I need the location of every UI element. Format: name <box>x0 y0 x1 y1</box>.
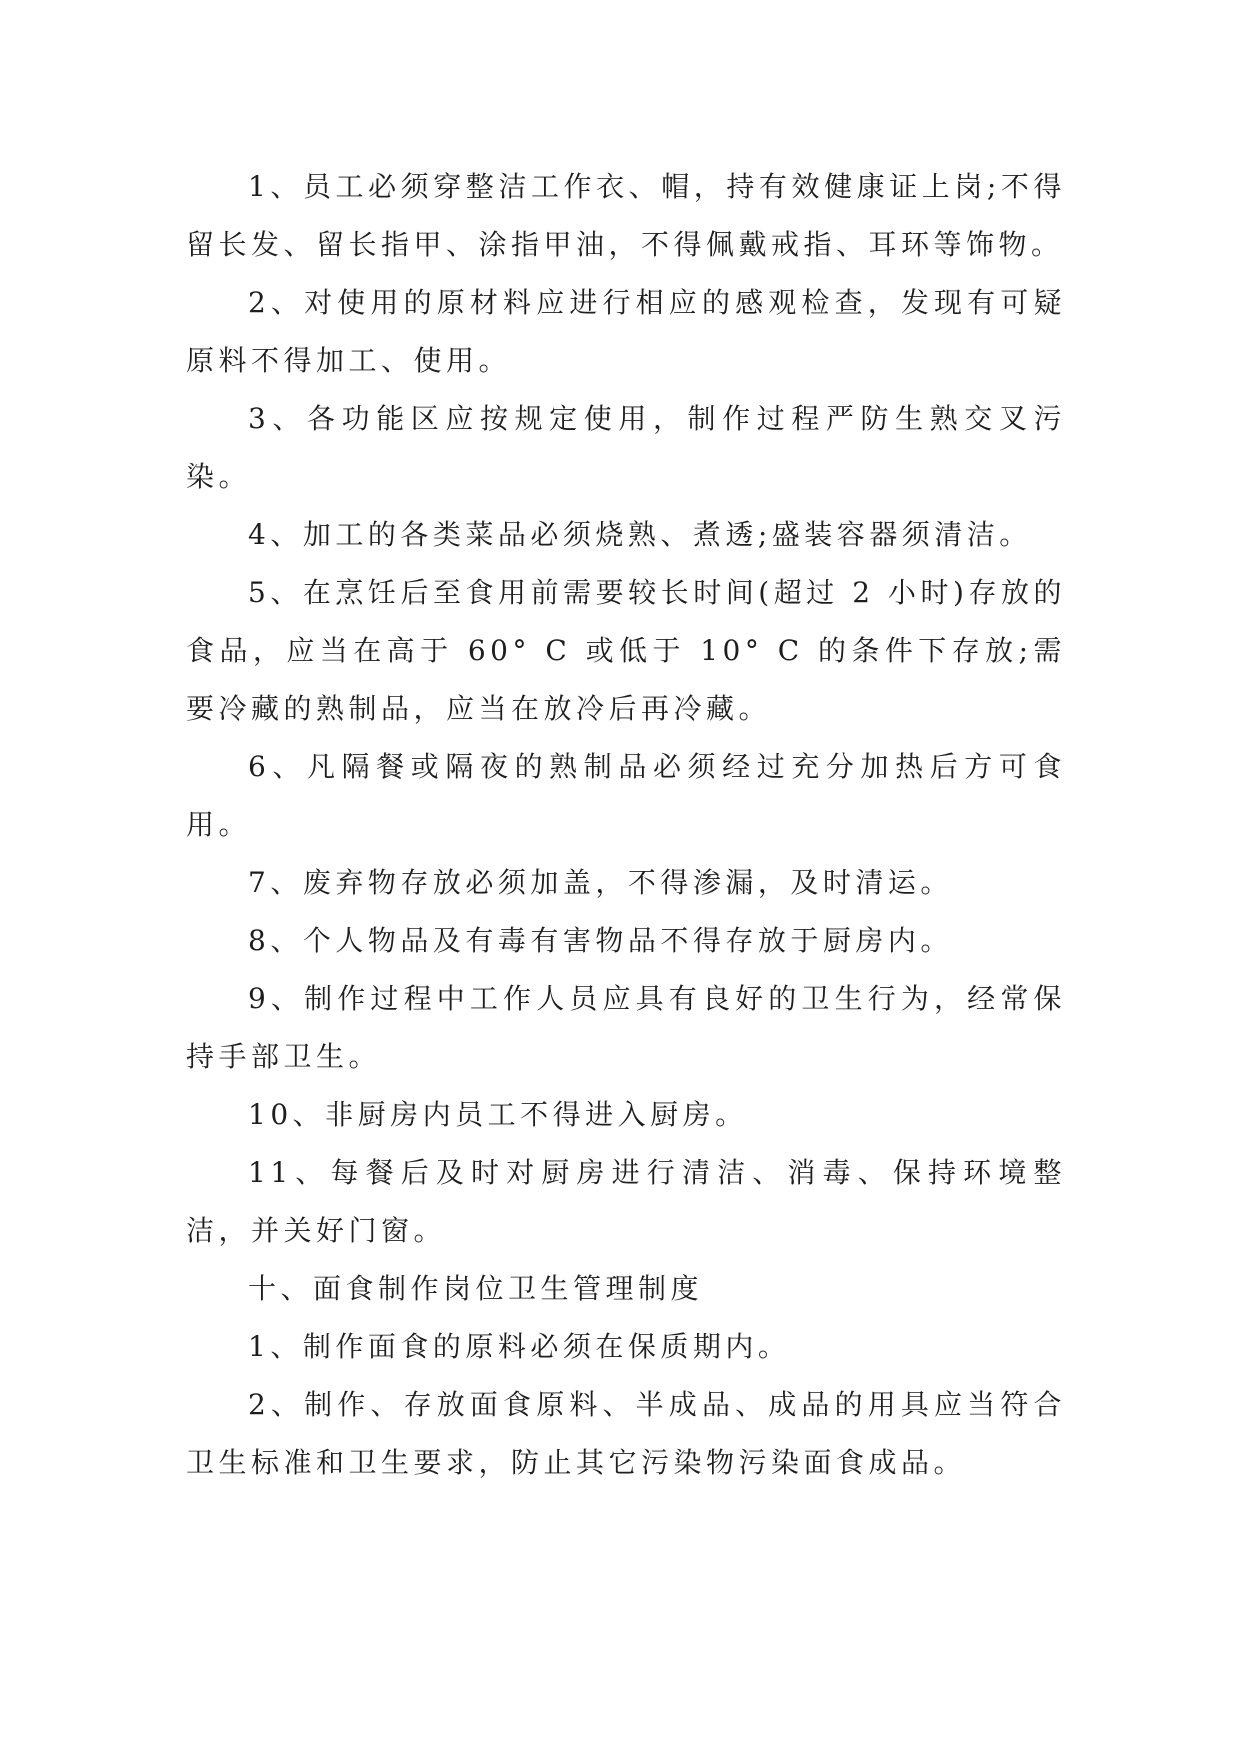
paragraph-item-2: 2、对使用的原材料应进行相应的感观检查，发现有可疑原料不得加工、使用。 <box>186 286 1066 377</box>
section-item-2: 2、制作、存放面食原料、半成品、成品的用具应当符合卫生标准和卫生要求，防止其它污染物污染面食成品。 <box>186 1388 1066 1479</box>
section-heading: 十、面食制作岗位卫生管理制度 <box>248 1272 704 1305</box>
paragraph-item-10: 10、非厨房内员工不得进入厨房。 <box>248 1098 748 1131</box>
document-body <box>186 158 1066 1492</box>
paragraph-item-6: 6、凡隔餐或隔夜的熟制品必须经过充分加热后方可食用。 <box>186 750 1066 841</box>
paragraph-item-8: 8、个人物品及有毒有害物品不得存放于厨房内。 <box>248 924 953 957</box>
section-item-1: 1、制作面食的原料必须在保质期内。 <box>248 1330 791 1363</box>
paragraph-item-9: 9、制作过程中工作人员应具有良好的卫生行为，经常保持手部卫生。 <box>186 982 1066 1073</box>
paragraph-item-7: 7、废弃物存放必须加盖，不得渗漏，及时清运。 <box>248 866 953 899</box>
paragraph-item-4: 4、加工的各类菜品必须烧熟、煮透;盛装容器须清洁。 <box>248 518 1032 551</box>
paragraph-item-3: 3、各功能区应按规定使用，制作过程严防生熟交叉污染。 <box>186 402 1066 493</box>
paragraph-item-5: 5、在烹饪后至食用前需要较长时间(超过 2 小时)存放的食品，应当在高于 60° C 或低于 10° C 的条件下存放;需要冷藏的熟制品，应当在放冷后再冷藏。 <box>186 576 1066 725</box>
paragraph-item-1: 1、员工必须穿整洁工作衣、帽，持有效健康证上岗;不得留长发、留长指甲、涂指甲油，不得佩戴戒指、耳环等饰物。 <box>186 170 1066 261</box>
paragraph-item-11: 11、每餐后及时对厨房进行清洁、消毒、保持环境整洁，并关好门窗。 <box>186 1156 1066 1247</box>
